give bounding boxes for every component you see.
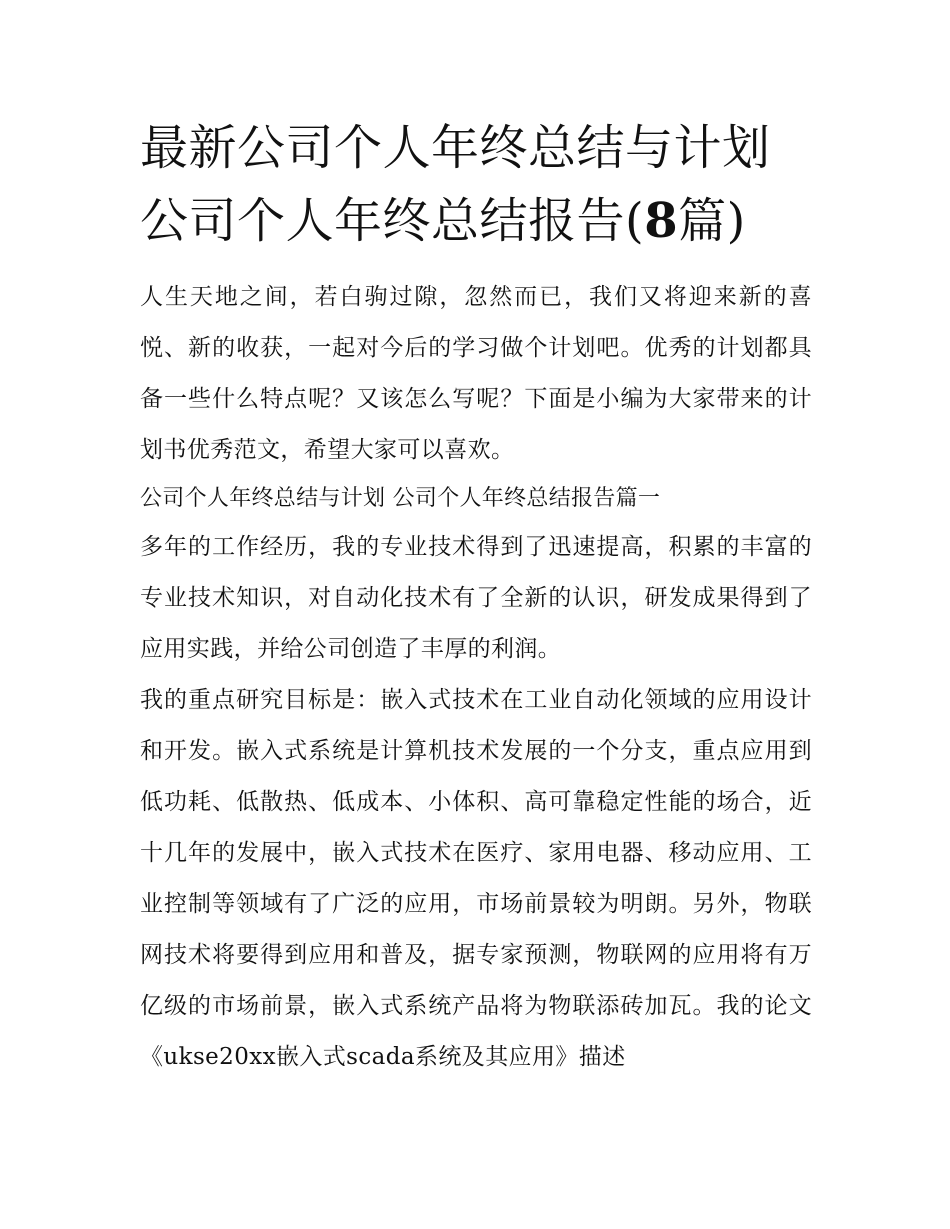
title-number: 8 <box>644 193 679 249</box>
document-title <box>140 112 812 258</box>
document-page <box>140 112 812 1083</box>
body-paragraph: 我的重点研究目标是：嵌入式技术在工业自动化领域的应用设计和开发。嵌入式系统是计算机技术发展的一个分支，重点应用到低功耗、低散热、低成本、小体积、高可靠稳定性能的场合，近十几年的发展中，嵌入式技术在医疗、家用电器、移动应用、工业控制等领域有了广泛的应用，市场前景较为明朗。另外，物联网技术将要得到应用和普及，据专家预测，物联网的应用将有万亿级的市场前景，嵌入式系统产品将为物联添砖加瓦。我的论文《ukse20xx嵌入式scada系统及其应用》描述 <box>140 687 812 1070</box>
section-heading: 公司个人年终总结与计划 公司个人年终总结报告篇一 <box>140 486 661 511</box>
title-text-end: 篇) <box>678 193 746 249</box>
title-text: 最新公司个人年终总结与计划公司个人年终总结报告( <box>140 120 771 249</box>
body-paragraph: 多年的工作经历，我的专业技术得到了迅速提高，积累的丰富的专业技术知识，对自动化技术有了全新的认识，研发成果得到了应用实践，并给公司创造了丰厚的利润。 <box>140 534 812 662</box>
intro-paragraph: 人生天地之间，若白驹过隙，忽然而已，我们又将迎来新的喜悦、新的收获，一起对今后的学习做个计划吧。优秀的计划都具备一些什么特点呢？又该怎么写呢？下面是小编为大家带来的计划书优秀范文，希望大家可以喜欢。 <box>140 284 812 463</box>
